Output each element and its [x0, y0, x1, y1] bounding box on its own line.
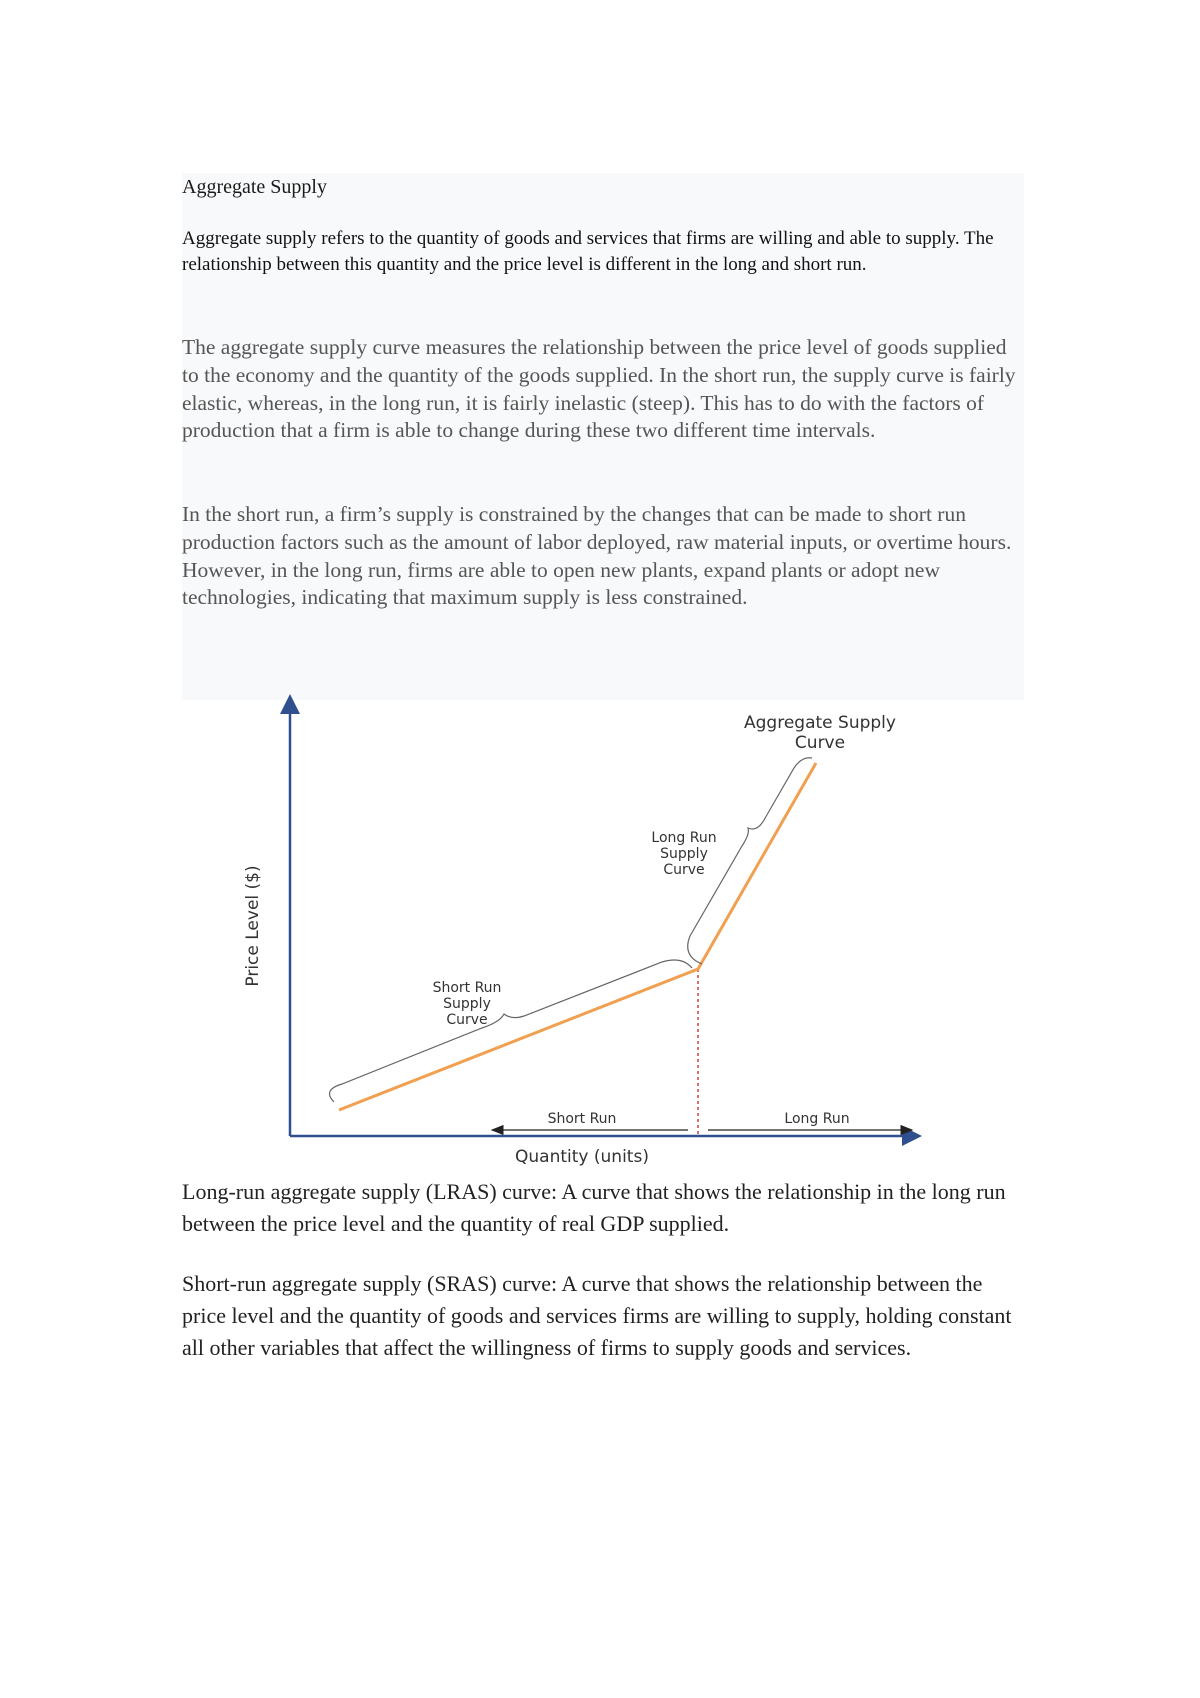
long-run-label-line1: Long Run [651, 830, 717, 846]
x-axis-label: Quantity (units) [515, 1147, 649, 1167]
long-run-arrow-label: Long Run [784, 1111, 850, 1127]
aggregate-supply-curve [339, 763, 816, 1110]
figure-title-line1: Aggregate Supply [744, 713, 896, 733]
long-run-label-line2: Supply [660, 846, 708, 862]
short-run-brace [330, 960, 693, 1102]
long-run-label-line3: Curve [663, 862, 705, 878]
y-axis-label: Price Level ($) [243, 865, 263, 987]
short-run-arrow-label: Short Run [547, 1111, 617, 1127]
aggregate-supply-figure [182, 686, 1002, 1170]
short-run-label-line3: Curve [446, 1012, 488, 1028]
document-title: Aggregate Supply [182, 176, 327, 198]
intro-paragraph: Aggregate supply refers to the quantity of goods and services that firms are willing and able to supply. The relationship between this quantity and the price level is different in the long and short run. [182, 228, 994, 275]
short-run-label-line2: Supply [443, 996, 491, 1012]
body-paragraph: In the short run, a firm’s supply is constrained by the changes that can be made to short run production factors such as the amount of labor deployed, raw material inputs, or overtime hours. However, in the long run, firms are able to open new plants, expand plants or adopt new technologies, indicating that maximum supply is less constrained. [182, 502, 1012, 610]
sras-definition: Short-run aggregate supply (SRAS) curve: A curve that shows the relationship between the price level and the quantity of goods and services firms are willing to supply, holding constant all other variables that affect the willingness of firms to supply goods and services. [182, 1271, 1012, 1360]
aggregate-supply-diagram [182, 686, 1002, 1170]
body-paragraph: The aggregate supply curve measures the relationship between the price level of goods supplied to the economy and the quantity of the goods supplied. In the short run, the supply curve is fairly elastic, whereas, in the long run, it is fairly inelastic (steep). This has to do with the factors of production that a firm is able to change during these two different time intervals. [182, 335, 1016, 443]
lras-definition: Long-run aggregate supply (LRAS) curve: A curve that shows the relationship in the long run between the price level and the quantity of real GDP supplied. [182, 1179, 1006, 1236]
short-run-label-line1: Short Run [432, 980, 502, 996]
figure-title-line2: Curve [794, 733, 846, 753]
